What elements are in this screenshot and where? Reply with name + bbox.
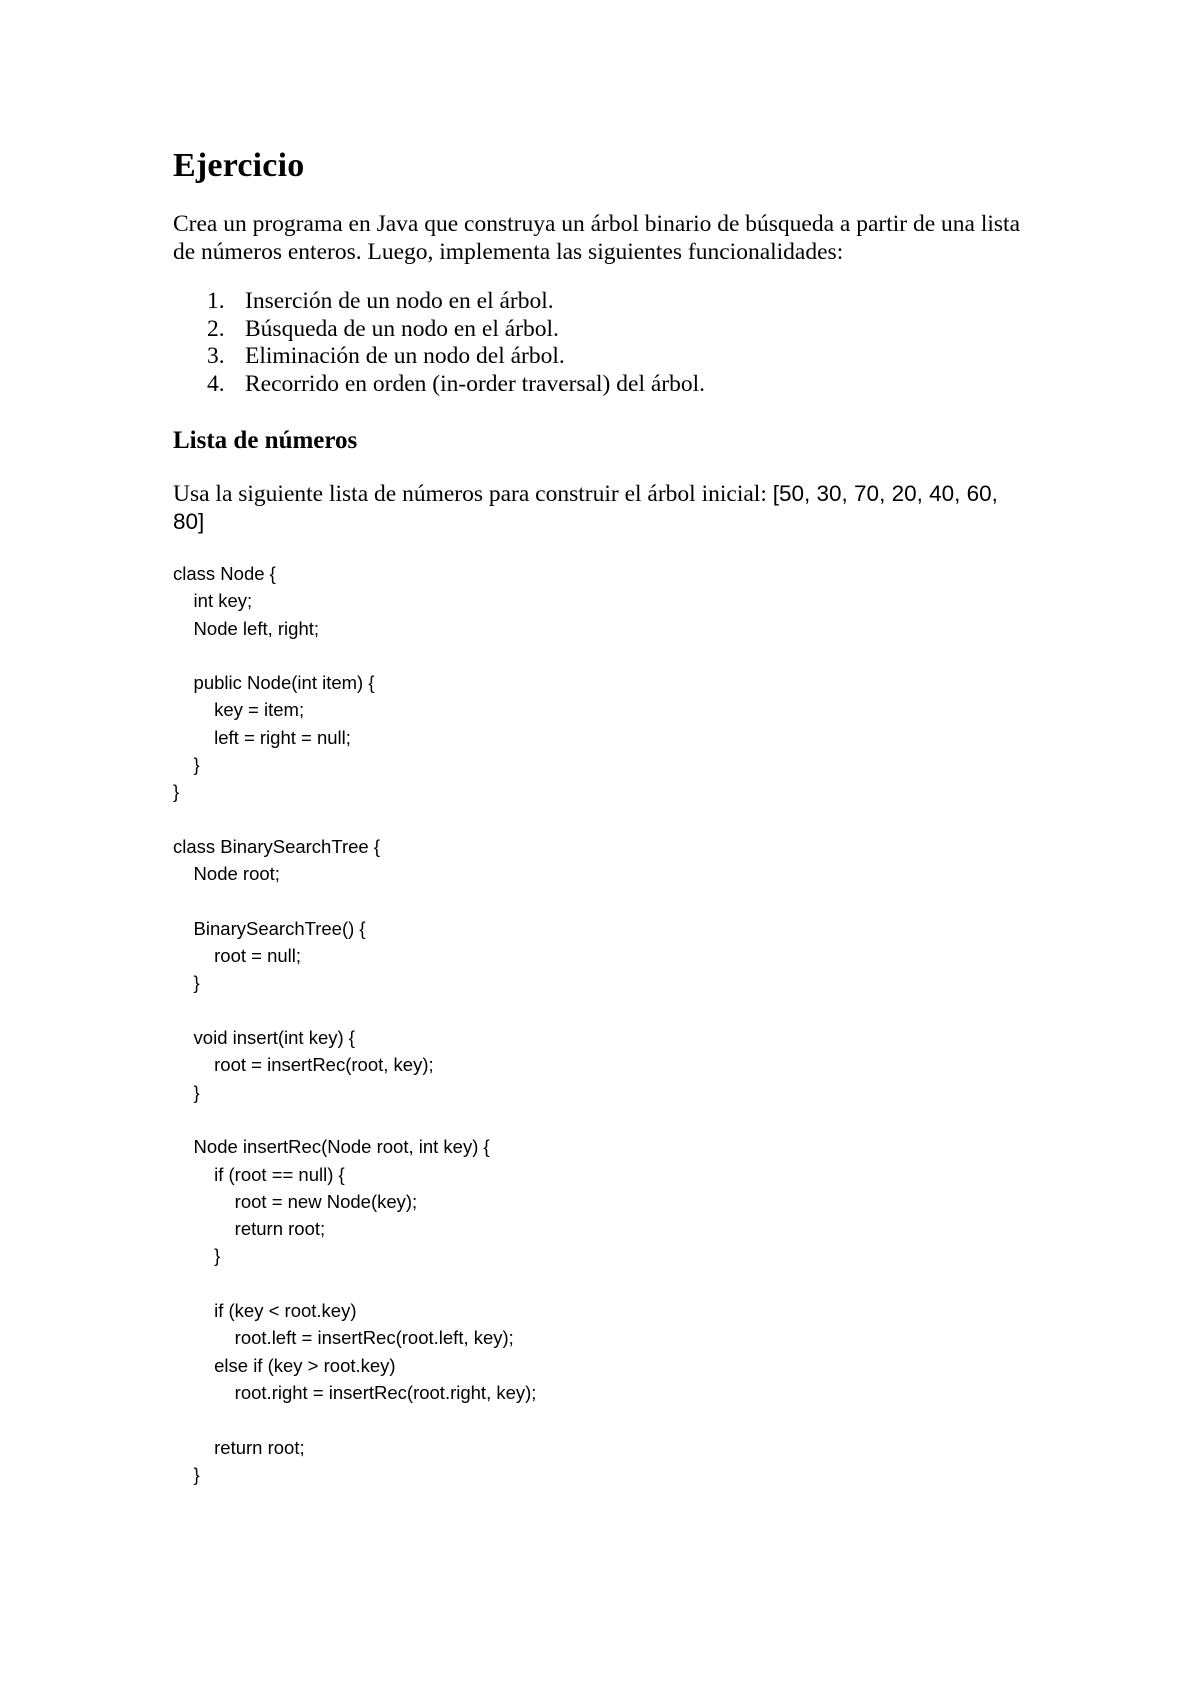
code-line bbox=[173, 888, 1033, 915]
code-line: root.left = insertRec(root.left, key); bbox=[173, 1327, 514, 1349]
code-line: root.right = insertRec(root.right, key); bbox=[173, 1381, 537, 1403]
section-heading: Lista de números bbox=[173, 427, 358, 454]
document-content bbox=[173, 146, 1033, 1488]
code-line: int key; bbox=[173, 590, 253, 612]
list-item bbox=[173, 343, 1033, 371]
page-title: Ejercicio bbox=[173, 147, 305, 184]
code-line bbox=[173, 1270, 1033, 1297]
list-item-number: 2. bbox=[207, 315, 225, 342]
code-line: class BinarySearchTree { bbox=[173, 835, 381, 857]
list-item bbox=[173, 288, 1033, 316]
list-item-text: Búsqueda de un nodo en el árbol. bbox=[245, 315, 559, 342]
list-item-number: 4. bbox=[207, 370, 225, 397]
list-item-text: Inserción de un nodo en el árbol. bbox=[245, 288, 554, 314]
code-line: Node left, right; bbox=[173, 617, 320, 639]
code-line: Node insertRec(Node root, int key) { bbox=[173, 1136, 490, 1158]
code-line: key = item; bbox=[173, 699, 305, 721]
list-item-text: Recorrido en orden (in-order traversal) del árbol. bbox=[245, 370, 706, 397]
code-line: root = insertRec(root, key); bbox=[173, 1054, 434, 1076]
code-line: } bbox=[173, 781, 180, 803]
list-item-text: Eliminación de un nodo del árbol. bbox=[245, 343, 565, 369]
code-line: public Node(int item) { bbox=[173, 672, 375, 694]
list-item-number: 3. bbox=[207, 343, 225, 369]
number-list-paragraph bbox=[173, 480, 1033, 536]
code-line: void insert(int key) { bbox=[173, 1027, 355, 1049]
functionality-list bbox=[173, 288, 1033, 398]
code-line: } bbox=[173, 972, 200, 994]
code-line: return root; bbox=[173, 1436, 305, 1458]
code-line: Node root; bbox=[173, 863, 280, 885]
number-list-intro: Usa la siguiente lista de números para construir el árbol inicial: bbox=[173, 481, 773, 507]
code-line: } bbox=[173, 754, 200, 776]
code-line bbox=[173, 1106, 1033, 1133]
code-line bbox=[173, 642, 1033, 669]
code-line bbox=[173, 806, 1033, 833]
code-line: if (root == null) { bbox=[173, 1163, 345, 1185]
code-line: } bbox=[173, 1245, 221, 1267]
code-line: else if (key > root.key) bbox=[173, 1354, 396, 1376]
code-block bbox=[173, 560, 1033, 1488]
code-line: } bbox=[173, 1463, 200, 1485]
code-line: root = new Node(key); bbox=[173, 1190, 418, 1212]
number-list-values: [50, 30, 70, 20, 40, 60, 80] bbox=[173, 481, 998, 534]
code-line: } bbox=[173, 1081, 200, 1103]
list-item bbox=[173, 316, 1033, 344]
code-line: left = right = null; bbox=[173, 726, 351, 748]
intro-paragraph: Crea un programa en Java que construya un árbol binario de búsqueda a partir de una lista de números enteros. Luego, implementa las siguientes funcionalidades: bbox=[173, 211, 1021, 265]
code-line bbox=[173, 1406, 1033, 1433]
code-line: if (key < root.key) bbox=[173, 1300, 357, 1322]
code-line: root = null; bbox=[173, 945, 302, 967]
list-item bbox=[173, 371, 1033, 399]
code-line bbox=[173, 997, 1033, 1024]
code-line: class Node { bbox=[173, 563, 276, 584]
code-line: BinarySearchTree() { bbox=[173, 917, 366, 939]
code-line: return root; bbox=[173, 1218, 326, 1240]
list-item-number: 1. bbox=[207, 288, 225, 314]
